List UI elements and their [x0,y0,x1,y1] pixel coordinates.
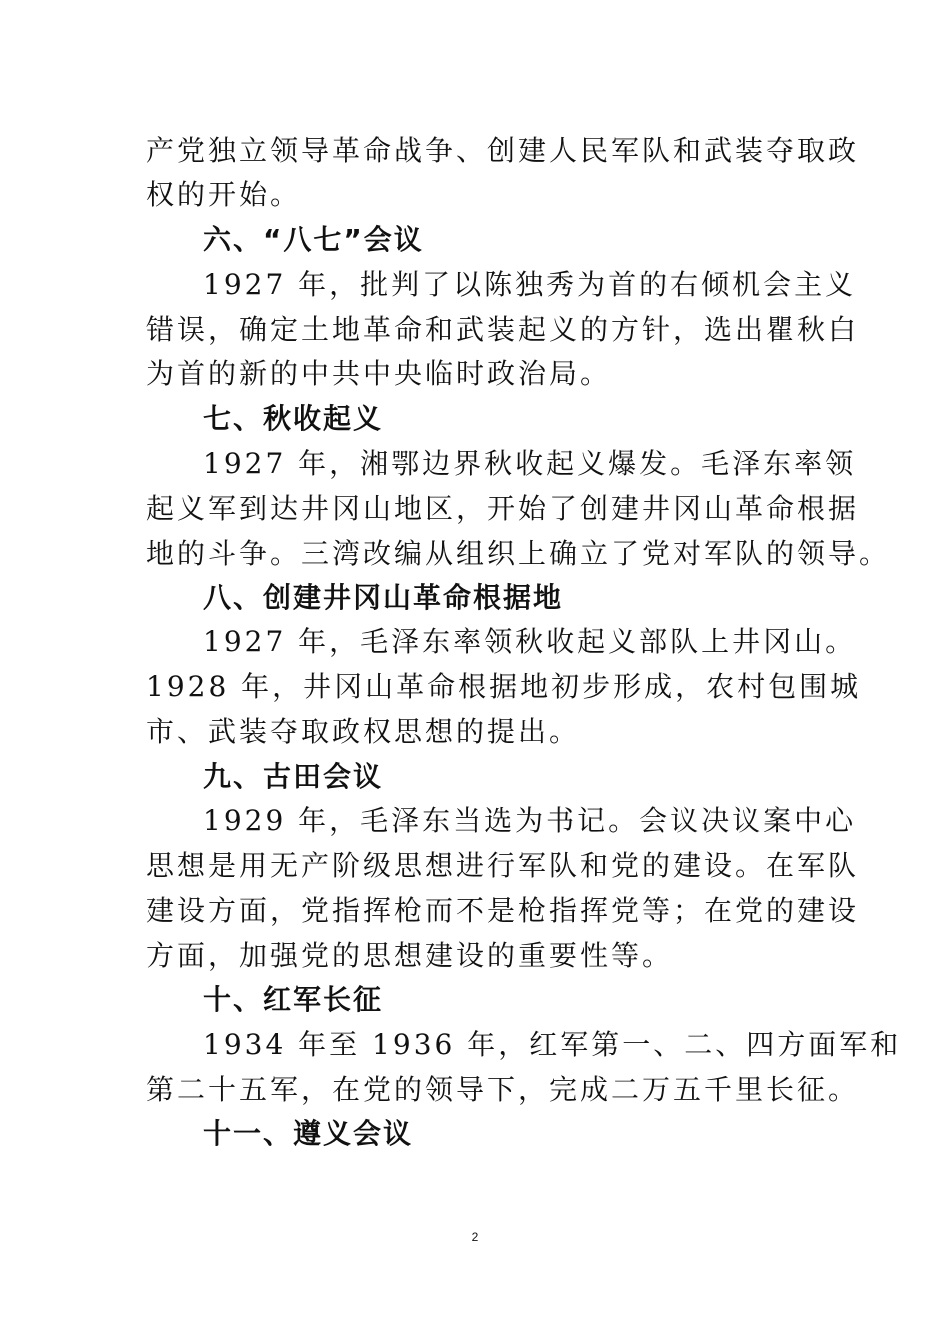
section-heading-9: 九、古田会议 [203,760,384,793]
body-line: 权的开始。 [146,178,302,211]
body-line: 1927 年，毛泽东率领秋收起义部队上井冈山。 [203,625,857,658]
body-line: 方面，加强党的思想建设的重要性等。 [146,939,674,972]
section-heading-7: 七、秋收起义 [203,402,384,435]
body-line: 建设方面，党指挥枪而不是枪指挥党等；在党的建设 [146,894,860,927]
body-line: 1927 年，批判了以陈独秀为首的右倾机会主义 [203,268,857,301]
body-line: 1928 年，井冈山革命根据地初步形成，农村包围城 [146,670,862,703]
body-line: 思想是用无产阶级思想进行军队和党的建设。在军队 [146,849,860,882]
body-line: 1929 年，毛泽东当选为书记。会议决议案中心 [203,804,857,837]
body-line: 1927 年，湘鄂边界秋收起义爆发。毛泽东率领 [203,447,857,480]
body-line: 1934 年至 1936 年，红军第一、二、四方面军和 [203,1028,902,1061]
body-line: 产党独立领导革命战争、创建人民军队和武装夺取政 [146,134,860,167]
body-line: 错误，确定土地革命和武装起义的方针，选出瞿秋白 [146,313,860,346]
page-number: 2 [471,1230,479,1244]
body-line: 地的斗争。三湾改编从组织上确立了党对军队的领导。 [146,537,891,570]
section-heading-11: 十一、遵义会议 [203,1117,414,1150]
body-line: 第二十五军，在党的领导下，完成二万五千里长征。 [146,1073,860,1106]
section-heading-6: 六、“八七”会议 [203,223,424,256]
section-heading-8: 八、创建井冈山革命根据地 [203,581,564,614]
body-line: 为首的新的中共中央临时政治局。 [146,357,612,390]
body-line: 市、武装夺取政权思想的提出。 [146,715,581,748]
body-line: 起义军到达井冈山地区，开始了创建井冈山革命根据 [146,492,860,525]
section-heading-10: 十、红军长征 [203,983,384,1016]
